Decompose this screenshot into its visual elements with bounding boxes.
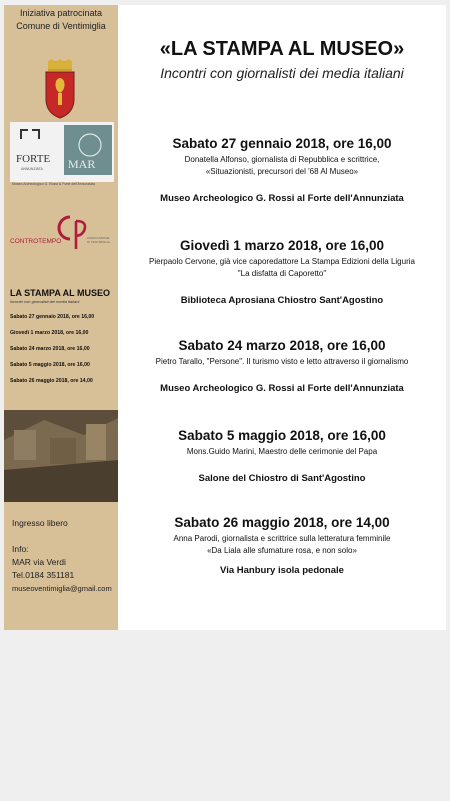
mini-program-event: Sabato 26 maggio 2018, ore 14,00 <box>10 378 93 384</box>
info-label: Info: <box>12 544 29 554</box>
event-description-line: «Situazionisti, precursori del '68 Al Museo» <box>205 167 359 176</box>
ventimiglia-coat-of-arms-icon <box>42 59 78 119</box>
mini-program-event: Giovedì 1 marzo 2018, ore 16,00 <box>10 330 89 336</box>
ingresso-libero: Ingresso libero <box>12 518 68 528</box>
event-date: Sabato 5 maggio 2018, ore 16,00 <box>178 428 386 443</box>
mini-program-event: Sabato 24 marzo 2018, ore 16,00 <box>10 346 90 352</box>
poster-subtitle: Incontri con giornalisti dei media italiani <box>160 65 404 81</box>
fort-photo <box>4 410 118 502</box>
controtempo-word: CONTROTEMPO <box>10 238 62 245</box>
event-2 <box>118 238 446 306</box>
patronage-line-1: Iniziativa patrocinata <box>19 8 103 18</box>
mini-program-event: Sabato 27 gennaio 2018, ore 16,00 <box>10 314 95 320</box>
event-description-line: «Da Liala alle sfumature rosa, e non solo» <box>207 546 357 555</box>
poster <box>4 5 446 630</box>
main-program <box>118 5 446 630</box>
event-5 <box>118 515 446 576</box>
event-venue: Via Hanbury isola pedonale <box>220 565 344 576</box>
event-description-line: Pietro Tarallo, "Persone". Il turismo visto e letto attraverso il giornalismo <box>155 357 409 366</box>
info-email: museoventimiglia@gmail.com <box>12 584 112 593</box>
event-venue: Biblioteca Aprosiana Chiostro Sant'Agostino <box>180 295 384 306</box>
poster-title: «LA STAMPA AL MUSEO» <box>159 38 405 60</box>
patronage-text <box>4 5 118 33</box>
event-venue: Salone del Chiostro di Sant'Agostino <box>198 473 366 484</box>
annunziata-word: ANNUNZIATA <box>21 167 43 171</box>
mar-word: MAR <box>68 157 96 171</box>
forte-word: FORTE <box>16 153 51 165</box>
fort-photo-graphic <box>4 410 118 502</box>
controtempo-logo <box>8 213 114 253</box>
event-description-line: Mons.Guido Marini, Maestro delle cerimonie del Papa <box>186 447 378 456</box>
event-date: Sabato 26 maggio 2018, ore 14,00 <box>174 515 390 530</box>
info-block <box>12 543 112 595</box>
controtempo-tag-2: DI VENTIMIGLIA <box>87 240 110 244</box>
event-date: Giovedì 1 marzo 2018, ore 16,00 <box>179 238 385 253</box>
event-description-line: "La disfatta di Caporetto" <box>237 269 327 278</box>
logo-caption: Museo Archeologico G. Rossi & Forte dell'Annunziata <box>12 182 95 186</box>
mini-program-event: Sabato 5 maggio 2018, ore 16,00 <box>10 362 90 368</box>
controtempo-tag-1: ASSOCIAZIONE <box>87 236 110 240</box>
event-4 <box>118 428 446 484</box>
forte-mar-logo-graphic <box>10 122 114 182</box>
mini-program <box>10 288 116 384</box>
event-1 <box>118 136 446 204</box>
event-description-line: Donatella Alfonso, giornalista di Repubblica e scrittrice, <box>184 155 380 164</box>
event-venue: Museo Archeologico G. Rossi al Forte dell'Annunziata <box>160 383 404 394</box>
event-description-line: Anna Parodi, giornalista e scrittrice sulla letteratura femminile <box>173 534 391 543</box>
info-phone: Tel.0184 351181 <box>12 570 75 580</box>
event-description-line: Pierpaolo Cervone, già vice caporedattore La Stampa Edizioni della Liguria <box>149 257 415 266</box>
sidebar <box>4 5 118 630</box>
patronage-line-2: Comune di Ventimiglia <box>16 21 106 31</box>
event-date: Sabato 27 gennaio 2018, ore 16,00 <box>172 136 392 151</box>
mini-program-subtitle: incontri con giornalisti dei media italiani <box>10 299 80 304</box>
mini-program-title: LA STAMPA AL MUSEO <box>10 288 110 298</box>
event-3 <box>118 338 446 394</box>
info-address: MAR via Verdi <box>12 557 66 567</box>
event-venue: Museo Archeologico G. Rossi al Forte dell'Annunziata <box>160 193 404 204</box>
controtempo-logo-graphic <box>8 213 114 253</box>
forte-mar-logo <box>10 122 114 182</box>
event-date: Sabato 24 marzo 2018, ore 16,00 <box>178 338 386 353</box>
